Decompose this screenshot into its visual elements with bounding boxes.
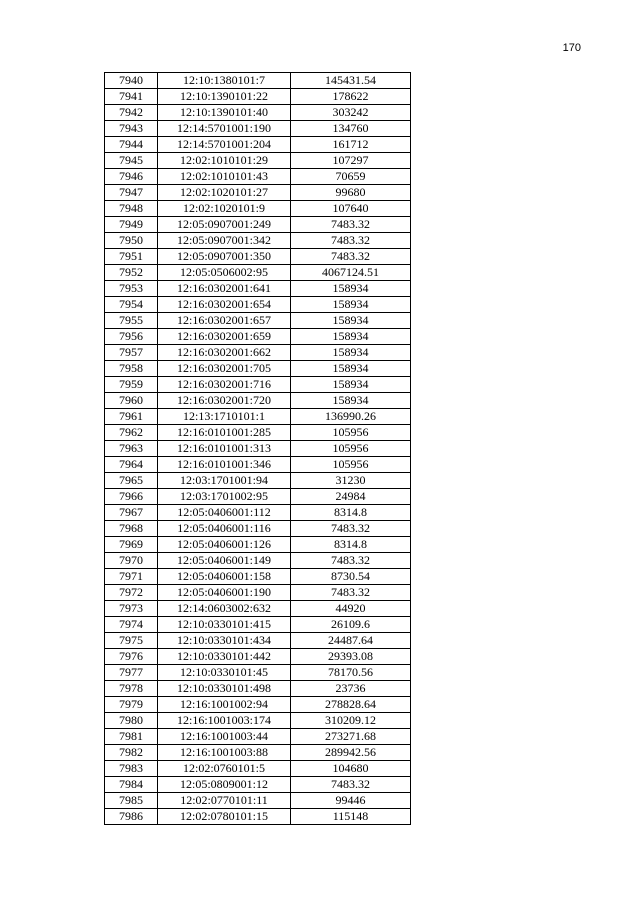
cadastral-number-cell: 12:05:0406001:149 — [158, 553, 291, 569]
row-number-cell: 7980 — [105, 713, 158, 729]
row-number-cell: 7953 — [105, 281, 158, 297]
table-row — [105, 89, 411, 105]
value-cell: 78170.56 — [291, 665, 411, 681]
row-number-cell: 7969 — [105, 537, 158, 553]
cadastral-number-cell: 12:02:0770101:11 — [158, 793, 291, 809]
row-number-cell: 7966 — [105, 489, 158, 505]
cadastral-number-cell: 12:16:0302001:659 — [158, 329, 291, 345]
value-cell: 158934 — [291, 297, 411, 313]
cadastral-number-cell: 12:05:0406001:190 — [158, 585, 291, 601]
value-cell: 105956 — [291, 457, 411, 473]
page-number: 170 — [562, 42, 581, 54]
row-number-cell: 7983 — [105, 761, 158, 777]
table-row — [105, 761, 411, 777]
row-number-cell: 7952 — [105, 265, 158, 281]
table-row — [105, 105, 411, 121]
row-number-cell: 7977 — [105, 665, 158, 681]
cadastral-number-cell: 12:10:0330101:415 — [158, 617, 291, 633]
value-cell: 29393.08 — [291, 649, 411, 665]
value-cell: 31230 — [291, 473, 411, 489]
cadastral-number-cell: 12:16:0302001:657 — [158, 313, 291, 329]
cadastral-number-cell: 12:10:0330101:442 — [158, 649, 291, 665]
table-row — [105, 425, 411, 441]
row-number-cell: 7955 — [105, 313, 158, 329]
value-cell: 107297 — [291, 153, 411, 169]
value-cell: 303242 — [291, 105, 411, 121]
value-cell: 158934 — [291, 377, 411, 393]
value-cell: 107640 — [291, 201, 411, 217]
table-row — [105, 633, 411, 649]
table-row — [105, 793, 411, 809]
table-row — [105, 729, 411, 745]
value-cell: 310209.12 — [291, 713, 411, 729]
table-row — [105, 393, 411, 409]
table-row — [105, 201, 411, 217]
row-number-cell: 7985 — [105, 793, 158, 809]
table-row — [105, 345, 411, 361]
table-row — [105, 537, 411, 553]
value-cell: 99680 — [291, 185, 411, 201]
table-row — [105, 361, 411, 377]
value-cell: 105956 — [291, 441, 411, 457]
table-row — [105, 185, 411, 201]
table-row — [105, 569, 411, 585]
cadastral-number-cell: 12:03:1701002:95 — [158, 489, 291, 505]
table-row — [105, 153, 411, 169]
row-number-cell: 7974 — [105, 617, 158, 633]
table-row — [105, 777, 411, 793]
row-number-cell: 7970 — [105, 553, 158, 569]
table-row — [105, 73, 411, 89]
cadastral-number-cell: 12:16:0101001:285 — [158, 425, 291, 441]
cadastral-number-cell: 12:10:1390101:22 — [158, 89, 291, 105]
cadastral-number-cell: 12:16:0302001:662 — [158, 345, 291, 361]
value-cell: 44920 — [291, 601, 411, 617]
value-cell: 4067124.51 — [291, 265, 411, 281]
table-row — [105, 665, 411, 681]
table-row — [105, 169, 411, 185]
value-cell: 158934 — [291, 281, 411, 297]
cadastral-number-cell: 12:16:0302001:654 — [158, 297, 291, 313]
cadastral-number-cell: 12:05:0406001:126 — [158, 537, 291, 553]
cadastral-number-cell: 12:02:0780101:15 — [158, 809, 291, 825]
row-number-cell: 7959 — [105, 377, 158, 393]
cadastral-number-cell: 12:05:0406001:116 — [158, 521, 291, 537]
table-row — [105, 585, 411, 601]
value-cell: 158934 — [291, 361, 411, 377]
value-cell: 7483.32 — [291, 585, 411, 601]
table-row — [105, 329, 411, 345]
row-number-cell: 7961 — [105, 409, 158, 425]
row-number-cell: 7960 — [105, 393, 158, 409]
row-number-cell: 7941 — [105, 89, 158, 105]
row-number-cell: 7951 — [105, 249, 158, 265]
cadastral-number-cell: 12:16:0302001:716 — [158, 377, 291, 393]
value-cell: 8314.8 — [291, 537, 411, 553]
table-row — [105, 473, 411, 489]
value-cell: 104680 — [291, 761, 411, 777]
value-cell: 134760 — [291, 121, 411, 137]
row-number-cell: 7942 — [105, 105, 158, 121]
row-number-cell: 7950 — [105, 233, 158, 249]
cadastral-number-cell: 12:10:1390101:40 — [158, 105, 291, 121]
table-row — [105, 553, 411, 569]
table-row — [105, 441, 411, 457]
value-cell: 7483.32 — [291, 553, 411, 569]
table-row — [105, 809, 411, 825]
row-number-cell: 7946 — [105, 169, 158, 185]
value-cell: 136990.26 — [291, 409, 411, 425]
row-number-cell: 7954 — [105, 297, 158, 313]
value-cell: 7483.32 — [291, 233, 411, 249]
cadastral-number-cell: 12:14:5701001:190 — [158, 121, 291, 137]
value-cell: 7483.32 — [291, 249, 411, 265]
table-row — [105, 521, 411, 537]
value-cell: 7483.32 — [291, 217, 411, 233]
cadastral-number-cell: 12:10:1380101:7 — [158, 73, 291, 89]
row-number-cell: 7940 — [105, 73, 158, 89]
table-body — [105, 73, 411, 825]
table-row — [105, 505, 411, 521]
table-row — [105, 377, 411, 393]
value-cell: 24984 — [291, 489, 411, 505]
table-row — [105, 681, 411, 697]
value-cell: 23736 — [291, 681, 411, 697]
cadastral-number-cell: 12:16:1001003:44 — [158, 729, 291, 745]
value-cell: 7483.32 — [291, 777, 411, 793]
row-number-cell: 7971 — [105, 569, 158, 585]
value-cell: 289942.56 — [291, 745, 411, 761]
cadastral-number-cell: 12:05:0406001:158 — [158, 569, 291, 585]
table-row — [105, 489, 411, 505]
row-number-cell: 7967 — [105, 505, 158, 521]
value-cell: 70659 — [291, 169, 411, 185]
row-number-cell: 7973 — [105, 601, 158, 617]
row-number-cell: 7949 — [105, 217, 158, 233]
value-cell: 158934 — [291, 393, 411, 409]
table-row — [105, 601, 411, 617]
cadastral-number-cell: 12:13:1710101:1 — [158, 409, 291, 425]
value-cell: 99446 — [291, 793, 411, 809]
table-row — [105, 617, 411, 633]
table-row — [105, 297, 411, 313]
row-number-cell: 7982 — [105, 745, 158, 761]
cadastral-number-cell: 12:16:0101001:313 — [158, 441, 291, 457]
value-cell: 7483.32 — [291, 521, 411, 537]
cadastral-number-cell: 12:16:1001003:174 — [158, 713, 291, 729]
value-cell: 115148 — [291, 809, 411, 825]
value-cell: 278828.64 — [291, 697, 411, 713]
row-number-cell: 7947 — [105, 185, 158, 201]
cadastral-number-cell: 12:05:0907001:249 — [158, 217, 291, 233]
row-number-cell: 7984 — [105, 777, 158, 793]
row-number-cell: 7958 — [105, 361, 158, 377]
value-cell: 273271.68 — [291, 729, 411, 745]
row-number-cell: 7986 — [105, 809, 158, 825]
value-cell: 178622 — [291, 89, 411, 105]
table-row — [105, 713, 411, 729]
row-number-cell: 7962 — [105, 425, 158, 441]
cadastral-number-cell: 12:02:1010101:29 — [158, 153, 291, 169]
row-number-cell: 7981 — [105, 729, 158, 745]
cadastral-number-cell: 12:10:0330101:498 — [158, 681, 291, 697]
table-row — [105, 457, 411, 473]
cadastral-number-cell: 12:02:1020101:9 — [158, 201, 291, 217]
cadastral-number-cell: 12:10:0330101:434 — [158, 633, 291, 649]
value-cell: 24487.64 — [291, 633, 411, 649]
cadastral-number-cell: 12:02:1010101:43 — [158, 169, 291, 185]
row-number-cell: 7956 — [105, 329, 158, 345]
cadastral-number-cell: 12:05:0809001:12 — [158, 777, 291, 793]
cadastral-number-cell: 12:16:1001003:88 — [158, 745, 291, 761]
table-row — [105, 233, 411, 249]
value-cell: 161712 — [291, 137, 411, 153]
value-cell: 158934 — [291, 329, 411, 345]
table-row — [105, 649, 411, 665]
table-row — [105, 697, 411, 713]
cadastral-number-cell: 12:16:0302001:641 — [158, 281, 291, 297]
row-number-cell: 7975 — [105, 633, 158, 649]
cadastral-number-cell: 12:14:0603002:632 — [158, 601, 291, 617]
table-row — [105, 409, 411, 425]
row-number-cell: 7968 — [105, 521, 158, 537]
data-table — [104, 72, 411, 825]
table-row — [105, 265, 411, 281]
table-row — [105, 281, 411, 297]
value-cell: 8730.54 — [291, 569, 411, 585]
cadastral-number-cell: 12:16:1001002:94 — [158, 697, 291, 713]
cadastral-number-cell: 12:16:0101001:346 — [158, 457, 291, 473]
cadastral-number-cell: 12:05:0506002:95 — [158, 265, 291, 281]
value-cell: 145431.54 — [291, 73, 411, 89]
row-number-cell: 7963 — [105, 441, 158, 457]
cadastral-number-cell: 12:02:1020101:27 — [158, 185, 291, 201]
value-cell: 158934 — [291, 345, 411, 361]
row-number-cell: 7948 — [105, 201, 158, 217]
row-number-cell: 7943 — [105, 121, 158, 137]
table-row — [105, 313, 411, 329]
table-row — [105, 137, 411, 153]
row-number-cell: 7979 — [105, 697, 158, 713]
row-number-cell: 7957 — [105, 345, 158, 361]
cadastral-number-cell: 12:03:1701001:94 — [158, 473, 291, 489]
value-cell: 26109.6 — [291, 617, 411, 633]
value-cell: 8314.8 — [291, 505, 411, 521]
row-number-cell: 7964 — [105, 457, 158, 473]
row-number-cell: 7945 — [105, 153, 158, 169]
row-number-cell: 7944 — [105, 137, 158, 153]
cadastral-number-cell: 12:05:0406001:112 — [158, 505, 291, 521]
row-number-cell: 7972 — [105, 585, 158, 601]
table-row — [105, 745, 411, 761]
cadastral-number-cell: 12:16:0302001:720 — [158, 393, 291, 409]
row-number-cell: 7976 — [105, 649, 158, 665]
cadastral-number-cell: 12:05:0907001:342 — [158, 233, 291, 249]
table-row — [105, 217, 411, 233]
cadastral-number-cell: 12:16:0302001:705 — [158, 361, 291, 377]
table-row — [105, 121, 411, 137]
value-cell: 105956 — [291, 425, 411, 441]
row-number-cell: 7965 — [105, 473, 158, 489]
cadastral-number-cell: 12:14:5701001:204 — [158, 137, 291, 153]
row-number-cell: 7978 — [105, 681, 158, 697]
cadastral-number-cell: 12:10:0330101:45 — [158, 665, 291, 681]
table-row — [105, 249, 411, 265]
value-cell: 158934 — [291, 313, 411, 329]
cadastral-number-cell: 12:05:0907001:350 — [158, 249, 291, 265]
cadastral-number-cell: 12:02:0760101:5 — [158, 761, 291, 777]
